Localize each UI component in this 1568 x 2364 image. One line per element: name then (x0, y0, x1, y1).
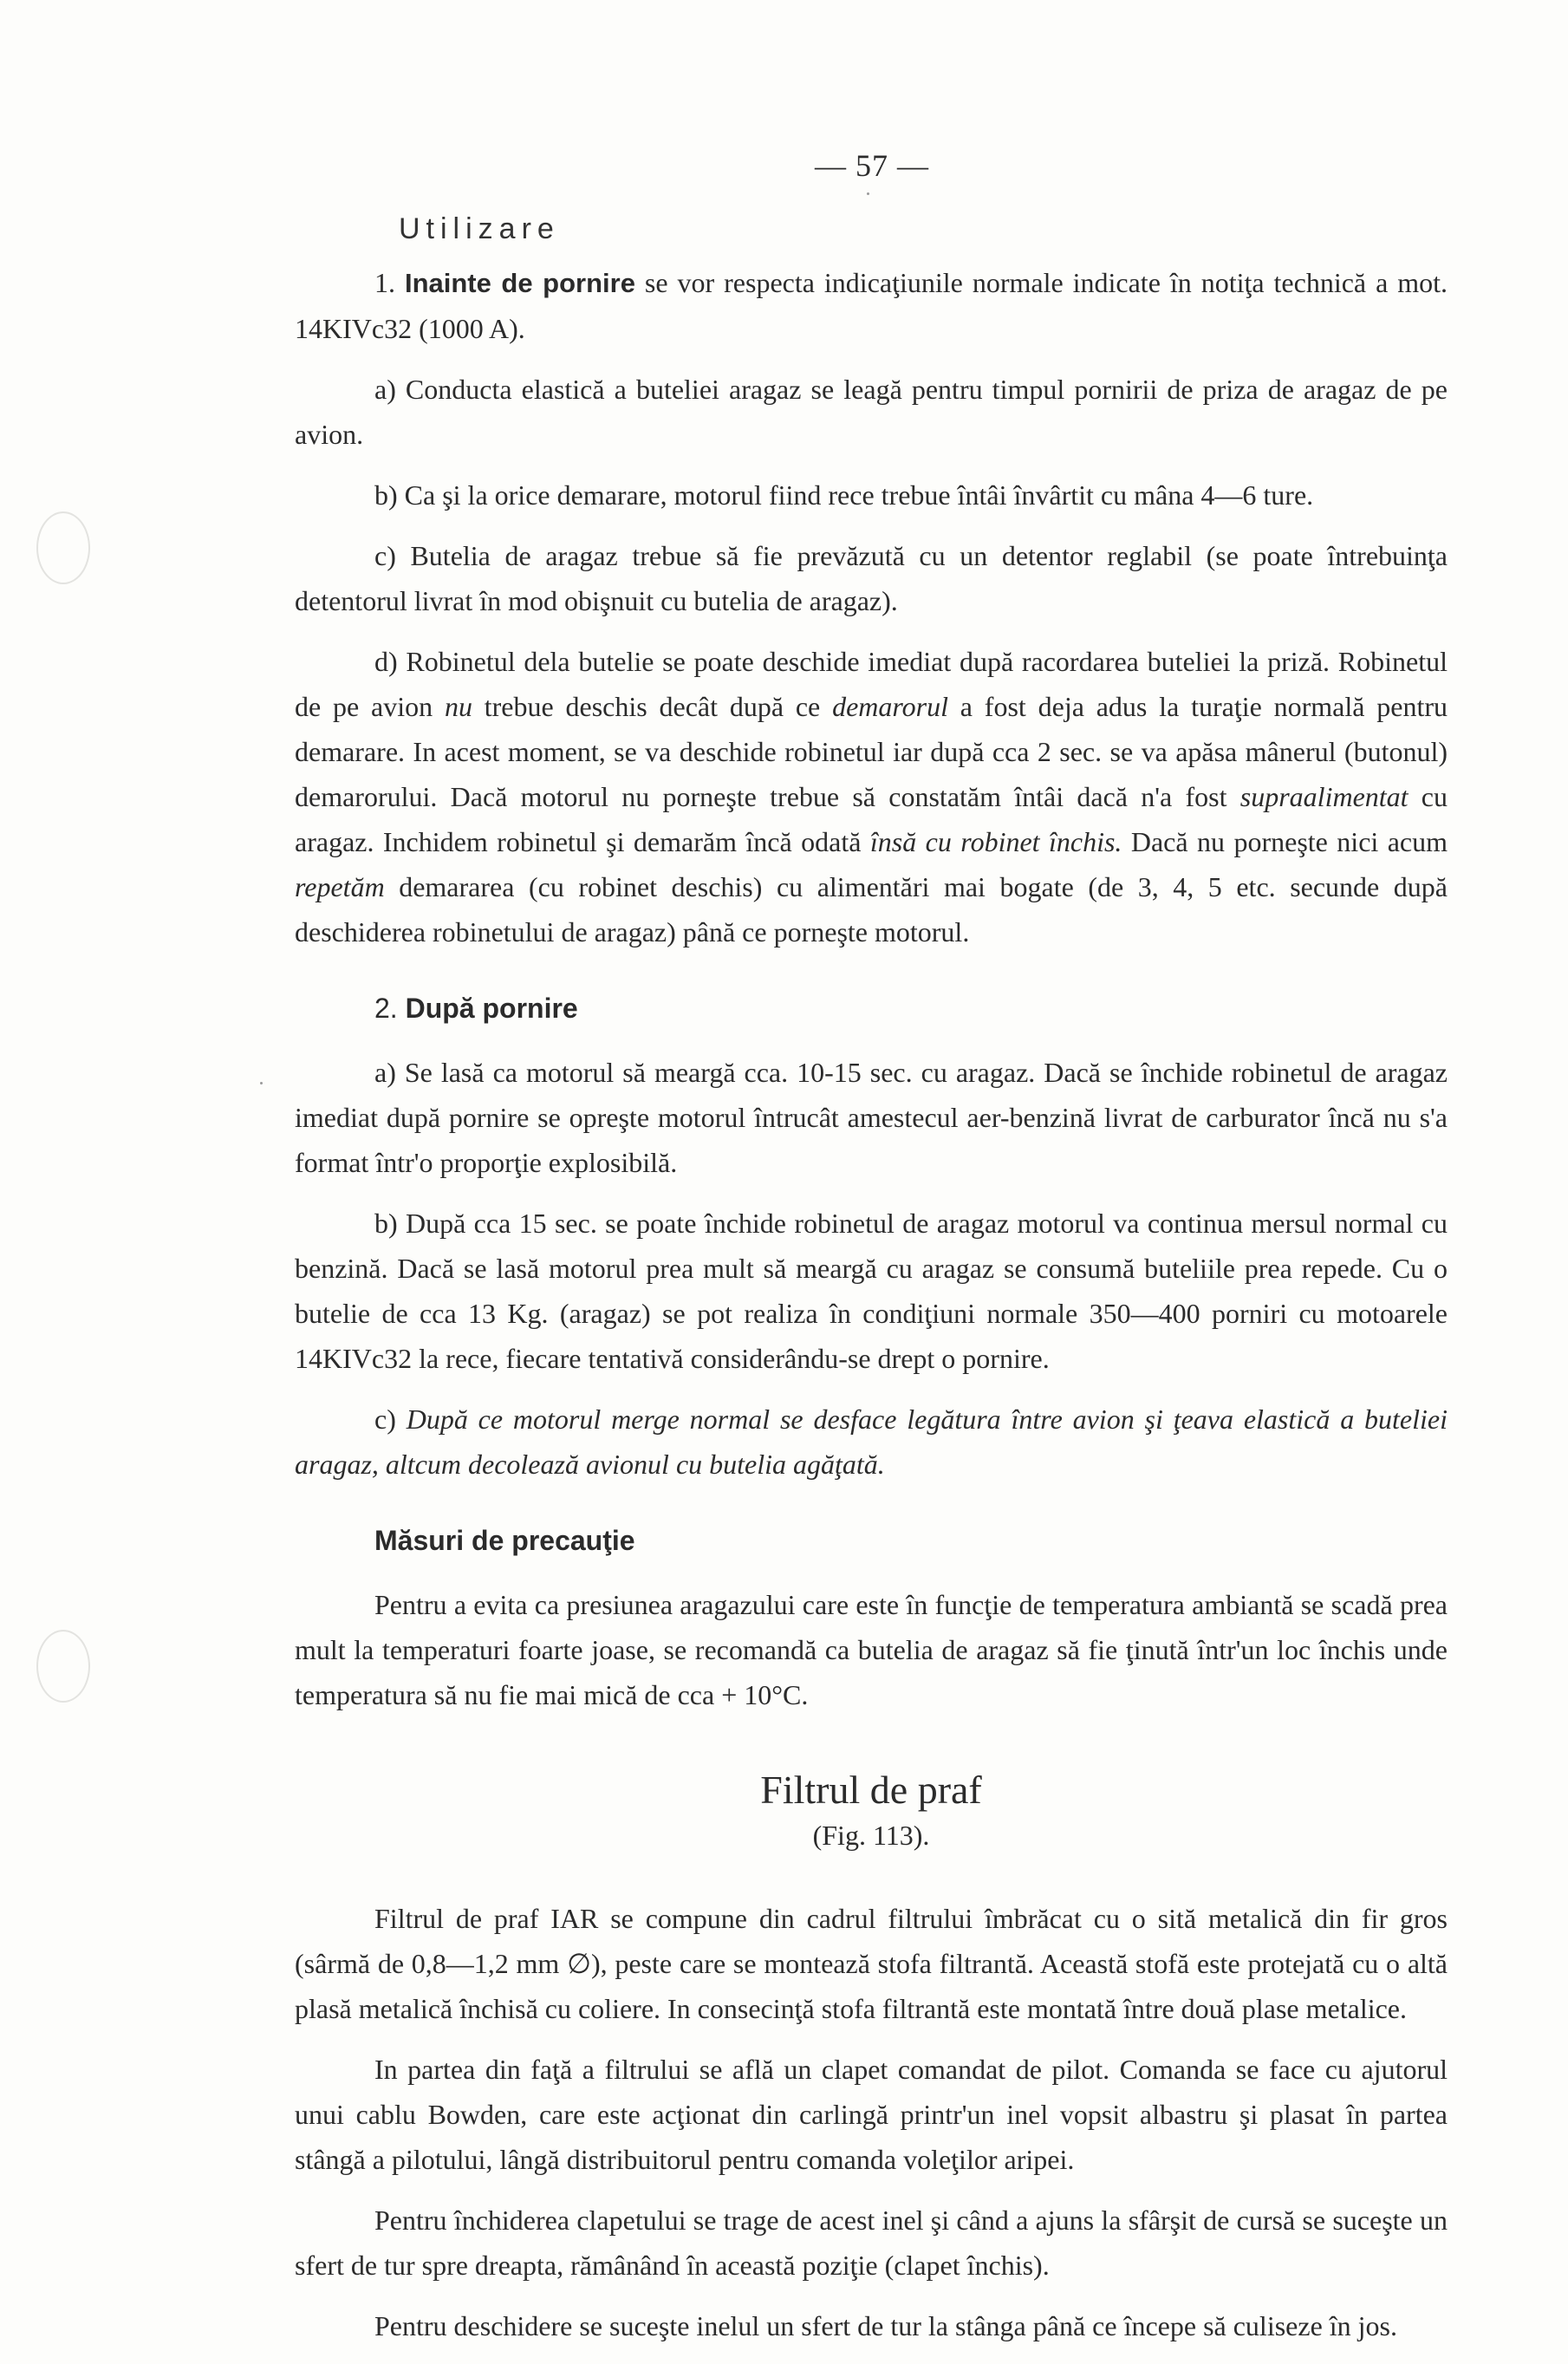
figure-reference: (Fig. 113). (812, 1820, 930, 1851)
heading-dust-filter: Filtrul de praf (760, 1768, 982, 1812)
paragraph-precautions: Pentru a evita ca presiunea aragazului care este în funcţie de temperatura ambiantă se scadă prea mult la temperaturi foarte joase, se recomandă ca butelia de aragaz să fie ţinută într'un loc închis unde temperatura să nu fie mai mică de cca + 10°C. (295, 1589, 1448, 1710)
heading-after-start (374, 986, 1448, 1031)
paragraph-filter-4: Pentru deschidere se suceşte inelul un sfert de tur la stânga până ce începe să culiseze în jos. (374, 2310, 1397, 2341)
heading-number: 2. (374, 993, 398, 1024)
italic-run: demarorul (832, 691, 948, 722)
italic-run: repetăm (295, 871, 385, 902)
paragraph-1c: c) Butelia de aragaz trebue să fie prevăzută cu un detentor reglabil (se poate întrebuinţa detentorul livrat în mod obişnuit cu butelia de aragaz). (295, 540, 1448, 616)
heading-number: 1. (374, 267, 395, 298)
italic-run: nu (444, 691, 472, 722)
heading-text: Măsuri de precauţie (374, 1525, 635, 1556)
paragraph-1b: b) Ca şi la orice demarare, motorul fiind rece trebue întâi învârtit cu mâna 4—6 ture. (374, 479, 1314, 511)
text-run: demararea (cu robinet deschis) cu alimentări mai bogate (de 3, 4, 5 etc. secunde după deschiderea robinetului de aragaz) până ce porneşte motorul. (295, 871, 1448, 948)
italic-run: însă cu robinet închis. (869, 826, 1122, 857)
section-title: Utilizare (399, 212, 560, 245)
text-run: Dacă nu porneşte nici acum (1122, 826, 1448, 857)
paragraph-2b: b) După cca 15 sec. se poate închide robinetul de aragaz motorul va continua mersul normal cu benzină. Dacă se lasă motorul prea mult să meargă cu aragaz se consumă buteliile prea repede. Cu o butelie de cca 13 Kg. (aragaz) se pot realiza în condiţiuni normale 350—400 porniri cu motoarele 14KIVc32 la rece, fiecare tentativă considerându-se drept o pornire. (295, 1208, 1448, 1374)
text-run: c) (374, 1403, 407, 1435)
page-number: — 57 — (815, 148, 929, 183)
paragraph-filter-2: In partea din faţă a filtrului se află un clapet comandat de pilot. Comanda se face cu ajutorul unui cablu Bowden, care este acţionat din carlingă printr'un inel vopsit albastru şi plasat în partea stângă a pilotului, lângă distribuitorul pentru comanda voleţilor aripei. (295, 2054, 1448, 2175)
paragraph-1d (295, 639, 1448, 954)
italic-run: După ce motorul merge normal se desface legătura între avion şi ţeava elastică a buteliei aragaz, altcum decolează avionul cu butelia agăţată. (295, 1403, 1448, 1480)
text-run: trebue deschis decât după ce (472, 691, 833, 722)
punch-hole-mark-lower (36, 1630, 90, 1703)
heading-text: După pornire (405, 993, 578, 1024)
text-column (295, 260, 1448, 2364)
italic-run: supraalimentat (1239, 781, 1409, 812)
paragraph-2c (295, 1397, 1448, 1487)
punch-hole-mark-upper (36, 511, 90, 584)
paragraph-text: se vor respecta indicaţiunile normale indicate în notiţa technică a mot. 14KIVc32 (1000 A). (295, 267, 1448, 344)
text-run: a fost deja adus la turaţie normală pentru demarare. In acest moment, se va deschide robinetul iar după cca 2 sec. se va apăsa mânerul (butonul) demarorului. Dacă motorul nu porneşte trebue să constatăm întâi dacă n'a fost (295, 691, 1448, 812)
heading-before-start: Inainte de pornire (404, 268, 635, 298)
heading-precautions (374, 1518, 1448, 1563)
scan-speck (867, 192, 869, 195)
paragraph-1-intro (295, 260, 1448, 351)
text-run: d) Robinetul dela butelie se poate deschide imediat după racordarea buteliei la priză. Robinetul de pe avion (295, 646, 1448, 722)
scan-speck (260, 1082, 263, 1084)
paragraph-1a: a) Conducta elastică a buteliei aragaz se leagă pentru timpul pornirii de priza de aragaz de pe avion. (295, 374, 1448, 450)
paragraph-filter-3: Pentru închiderea clapetului se trage de acest inel şi când a ajuns la sfârşit de cursă se suceşte un sfert de tur spre dreapta, rămânând în această poziţie (clapet închis). (295, 2204, 1448, 2281)
paragraph-filter-1: Filtrul de praf IAR se compune din cadrul filtrului îmbrăcat cu o sită metalică din fir gros (sârmă de 0,8—1,2 mm ∅), peste care se montează stofa filtrantă. Această stofă este protejată cu o altă plasă metalică închisă cu coliere. In consecinţă stofa filtrantă este montată între două plase metalice. (295, 1903, 1448, 2024)
text-run: cu aragaz. Inchidem robinetul şi demarăm încă odată (295, 781, 1448, 857)
paragraph-2a: a) Se lasă ca motorul să meargă cca. 10-15 sec. cu aragaz. Dacă se închide robinetul de aragaz imediat după pornire se opreşte motorul întrucât amestecul aer-benzină livrat de carburator încă nu s'a format într'o proporţie explosibilă. (295, 1057, 1448, 1178)
